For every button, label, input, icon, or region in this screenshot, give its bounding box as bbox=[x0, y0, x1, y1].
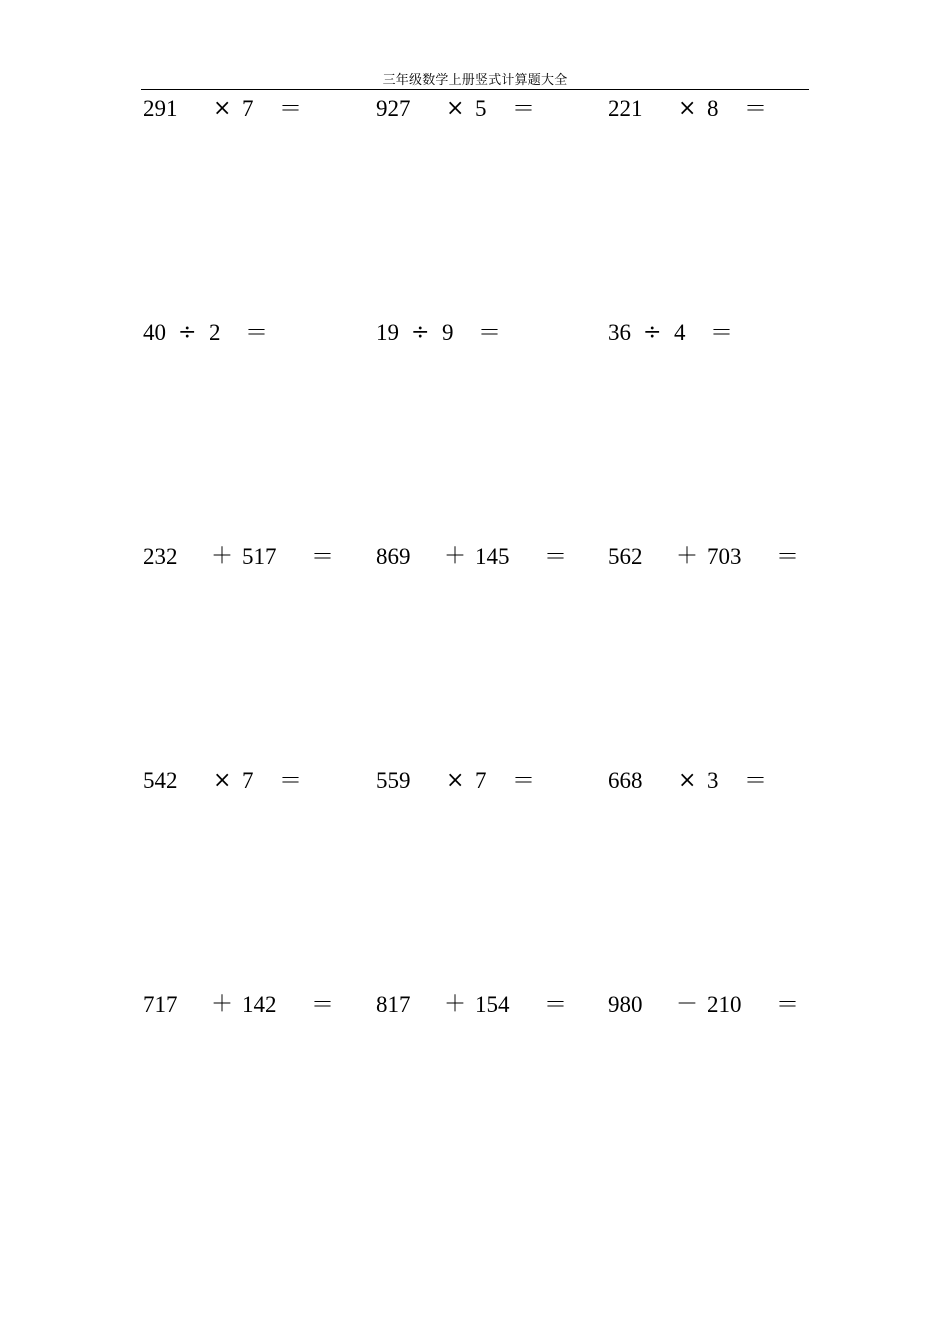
problem-r4-c1 bbox=[143, 766, 373, 796]
problem-r5-c2 bbox=[376, 990, 606, 1020]
problem-r2-c2 bbox=[376, 318, 606, 348]
problem-r3-c2 bbox=[376, 542, 606, 572]
operator: × bbox=[446, 768, 465, 793]
equals-sign: ＝ bbox=[478, 320, 501, 345]
equals-sign: ＝ bbox=[744, 96, 767, 121]
operator: × bbox=[678, 768, 697, 793]
problem-r4-c3 bbox=[608, 766, 838, 796]
operand-a: 980 bbox=[608, 992, 643, 1017]
page-header bbox=[141, 70, 809, 90]
operator: ÷ bbox=[411, 320, 430, 345]
operator: ＋ bbox=[444, 544, 467, 569]
problem-r3-c1 bbox=[143, 542, 373, 572]
operand-b: 154 bbox=[475, 992, 510, 1017]
equals-sign: ＝ bbox=[544, 992, 567, 1017]
equals-sign: ＝ bbox=[311, 992, 334, 1017]
operand-b: 4 bbox=[674, 320, 686, 345]
operand-a: 668 bbox=[608, 768, 643, 793]
operand-a: 817 bbox=[376, 992, 411, 1017]
equals-sign: ＝ bbox=[710, 320, 733, 345]
problem-r1-c1 bbox=[143, 94, 373, 124]
equals-sign: ＝ bbox=[544, 544, 567, 569]
operand-a: 291 bbox=[143, 96, 178, 121]
equals-sign: ＝ bbox=[245, 320, 268, 345]
problem-r1-c2 bbox=[376, 94, 606, 124]
operand-a: 717 bbox=[143, 992, 178, 1017]
equals-sign: ＝ bbox=[311, 544, 334, 569]
equals-sign: ＝ bbox=[776, 992, 799, 1017]
problem-r4-c2 bbox=[376, 766, 606, 796]
operator: ＋ bbox=[211, 544, 234, 569]
operand-b: 703 bbox=[707, 544, 742, 569]
operator: ÷ bbox=[178, 320, 197, 345]
problem-r1-c3 bbox=[608, 94, 838, 124]
operand-a: 232 bbox=[143, 544, 178, 569]
equals-sign: ＝ bbox=[744, 768, 767, 793]
problem-r2-c1 bbox=[143, 318, 373, 348]
operand-b: 7 bbox=[475, 768, 487, 793]
operand-a: 562 bbox=[608, 544, 643, 569]
operand-b: 8 bbox=[707, 96, 719, 121]
problem-r3-c3 bbox=[608, 542, 838, 572]
operator: ＋ bbox=[211, 992, 234, 1017]
operand-b: 5 bbox=[475, 96, 487, 121]
operand-a: 36 bbox=[608, 320, 631, 345]
operator: × bbox=[678, 96, 697, 121]
operand-b: 3 bbox=[707, 768, 719, 793]
operand-a: 542 bbox=[143, 768, 178, 793]
problem-r2-c3 bbox=[608, 318, 838, 348]
operand-a: 19 bbox=[376, 320, 399, 345]
operand-b: 2 bbox=[209, 320, 221, 345]
operand-a: 40 bbox=[143, 320, 166, 345]
operator: ＋ bbox=[444, 992, 467, 1017]
problem-r5-c3 bbox=[608, 990, 838, 1020]
equals-sign: ＝ bbox=[512, 96, 535, 121]
page-title: 三年级数学上册竖式计算题大全 bbox=[382, 73, 568, 88]
operand-b: 210 bbox=[707, 992, 742, 1017]
operator: × bbox=[213, 768, 232, 793]
equals-sign: ＝ bbox=[776, 544, 799, 569]
operand-b: 7 bbox=[242, 96, 254, 121]
operator: － bbox=[676, 992, 699, 1017]
operand-a: 927 bbox=[376, 96, 411, 121]
operator: × bbox=[446, 96, 465, 121]
equals-sign: ＝ bbox=[279, 768, 302, 793]
operand-b: 142 bbox=[242, 992, 277, 1017]
operator: ÷ bbox=[643, 320, 662, 345]
operand-b: 7 bbox=[242, 768, 254, 793]
operand-a: 869 bbox=[376, 544, 411, 569]
operand-a: 221 bbox=[608, 96, 643, 121]
operator: × bbox=[213, 96, 232, 121]
problem-r5-c1 bbox=[143, 990, 373, 1020]
operand-b: 145 bbox=[475, 544, 510, 569]
equals-sign: ＝ bbox=[512, 768, 535, 793]
equals-sign: ＝ bbox=[279, 96, 302, 121]
operand-b: 517 bbox=[242, 544, 277, 569]
operand-b: 9 bbox=[442, 320, 454, 345]
operand-a: 559 bbox=[376, 768, 411, 793]
operator: ＋ bbox=[676, 544, 699, 569]
